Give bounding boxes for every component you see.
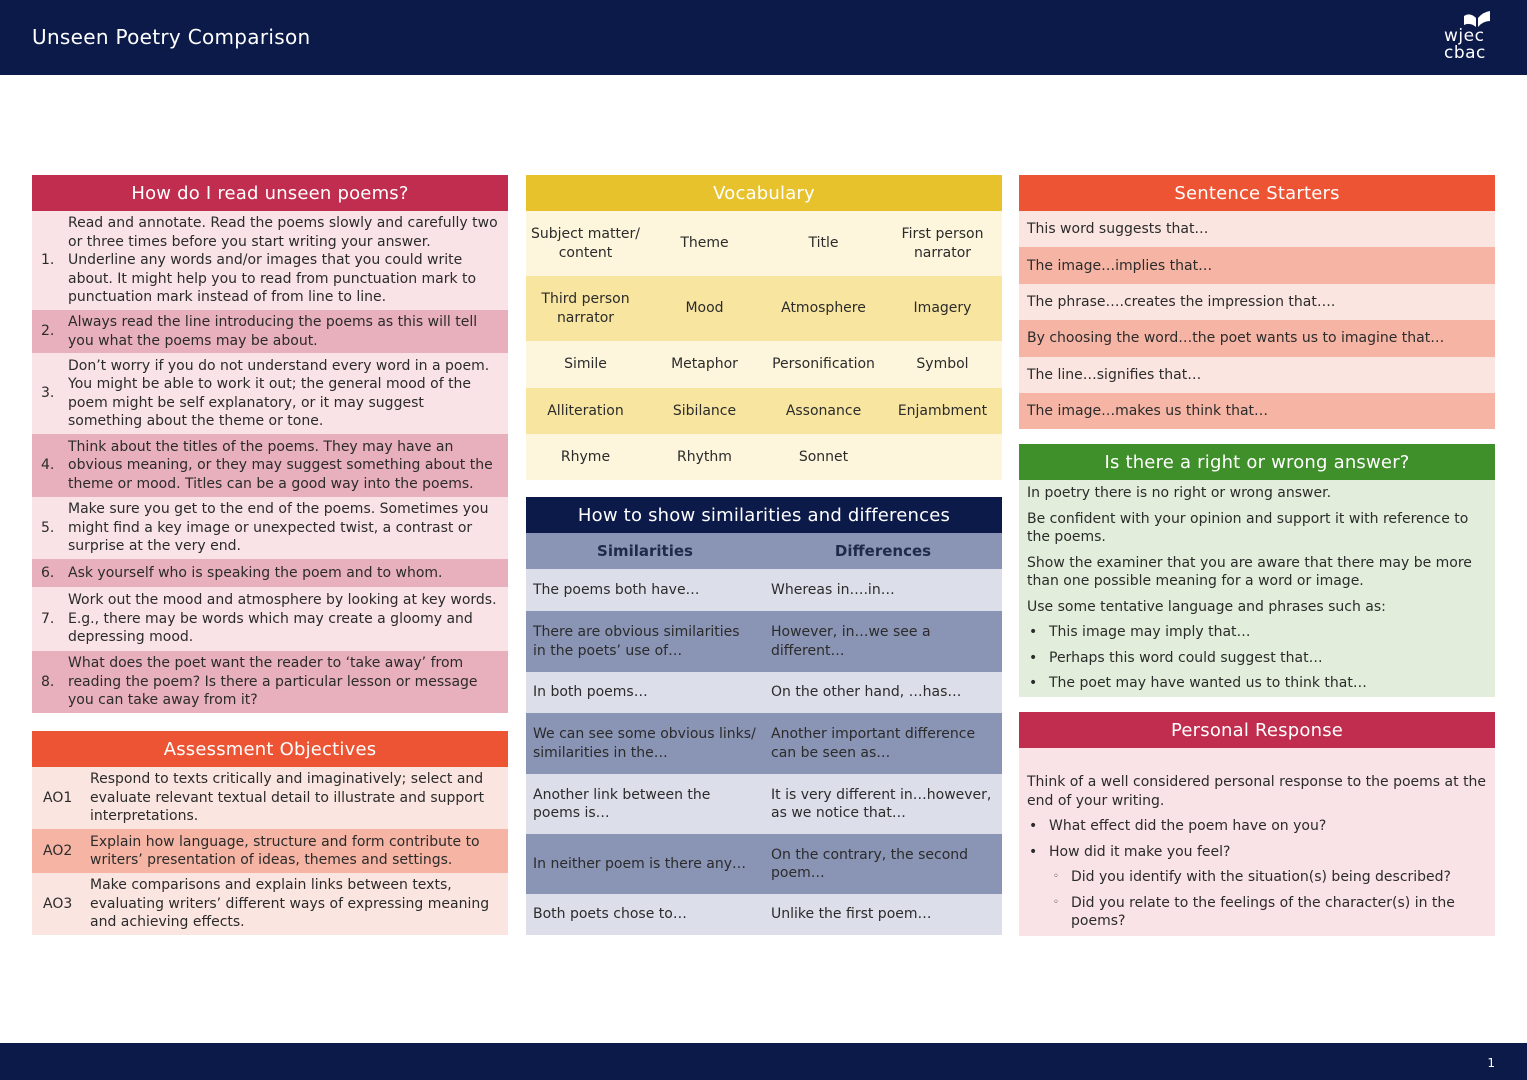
vocab-term: Assonance <box>785 402 862 419</box>
ao-panel <box>32 731 508 935</box>
sim-row <box>526 672 1002 713</box>
bullet-icon: • <box>1029 843 1038 860</box>
pr-sub-bullet-text: Did you relate to the feelings of the character(s) in the poems? <box>1071 894 1455 929</box>
read-item-number: 6. <box>41 564 55 581</box>
vocab-term: First person narrator <box>901 226 984 261</box>
vocab-term: Title <box>808 235 839 252</box>
sub-bullet-icon: ◦ <box>1053 896 1059 908</box>
read-item-text: Ask yourself who is speaking the poem and to whom. <box>68 564 443 581</box>
ao-item <box>32 873 508 935</box>
vocab-term: Third person narrator <box>541 291 630 326</box>
pr-sub-bullet <box>1027 894 1487 931</box>
vocab-term: Rhythm <box>677 448 732 465</box>
vocab-term: Subject matter/ content <box>530 226 641 261</box>
logo-text-wjec: wjec <box>1444 26 1485 46</box>
bullet-icon: • <box>1029 649 1038 666</box>
pr-body <box>1019 748 1495 931</box>
sim-difference: However, in…we see a different… <box>771 624 931 659</box>
sim-difference: It is very different in…however, as we notice that… <box>771 786 992 821</box>
read-item-text: Read and annotate. Read the poems slowly and carefully two or three times before you start writing your answer. Underline any words and/or images that you could write about. It might help you to read from punctuation mark to punctuation mark instead of from line to line. <box>68 215 498 306</box>
ao-text: Explain how language, structure and form contribute to writers’ presentation of ideas, themes and settings. <box>90 833 480 868</box>
read-item-number: 5. <box>41 519 55 536</box>
page-number: 1 <box>1487 1056 1495 1070</box>
pr-panel <box>1019 712 1495 936</box>
read-item <box>32 651 508 713</box>
vocab-row <box>526 341 1002 388</box>
starter-item: This word suggests that… <box>1019 211 1495 247</box>
vocab-term: Mood <box>685 300 724 317</box>
ao-text: Make comparisons and explain links between texts, evaluating writers’ different ways of expressing meaning and achieving effects. <box>90 877 490 931</box>
sim-row <box>526 894 1002 935</box>
pr-sub-bullet-text: Did you identify with the situation(s) being described? <box>1071 869 1451 885</box>
pr-bullet-text: What effect did the poem have on you? <box>1049 818 1327 834</box>
sim-similarity: Both poets chose to… <box>533 906 687 923</box>
sim-similarity: We can see some obvious links/ similarities in the… <box>533 726 756 761</box>
vocab-panel <box>526 175 1002 480</box>
starters-panel-title: Sentence Starters <box>1019 175 1495 211</box>
page-footer <box>0 1043 1527 1080</box>
sim-difference: On the contrary, the second poem… <box>771 846 969 881</box>
read-item-number: 7. <box>41 610 55 627</box>
pr-bullet <box>1027 843 1487 862</box>
sim-difference: Whereas in….in… <box>771 581 895 598</box>
read-item <box>32 353 508 434</box>
sim-row <box>526 834 1002 894</box>
wjec-logo <box>1440 10 1498 66</box>
read-item <box>32 211 508 310</box>
rw-bullet-text: This image may imply that… <box>1049 624 1251 640</box>
page-header <box>0 0 1527 75</box>
sim-row <box>526 611 1002 672</box>
vocab-term: Metaphor <box>671 356 738 373</box>
read-item <box>32 310 508 353</box>
pr-panel-title: Personal Response <box>1019 712 1495 748</box>
read-item-number: 8. <box>41 673 55 690</box>
rw-body <box>1019 480 1495 693</box>
sim-col-differences: Differences <box>834 542 932 560</box>
pr-bullet <box>1027 817 1487 836</box>
pr-intro: Think of a well considered personal response to the poems at the end of your writing. <box>1027 774 1487 809</box>
read-item-number: 1. <box>41 252 55 269</box>
sim-difference: On the other hand, …has… <box>771 684 962 701</box>
starter-item: The phrase….creates the impression that…. <box>1019 284 1495 320</box>
sim-similarity: The poems both have… <box>533 581 700 598</box>
logo-text-cbac: cbac <box>1444 43 1486 63</box>
vocab-term: Sibilance <box>672 402 737 419</box>
read-item-number: 4. <box>41 457 55 474</box>
bullet-icon: • <box>1029 624 1038 640</box>
page-title: Unseen Poetry Comparison <box>32 25 311 49</box>
rw-paragraph: Show the examiner that you are aware that there may be more than one possible meaning for a word or image. <box>1027 554 1472 589</box>
sim-col-similarities: Similarities <box>597 542 693 560</box>
sub-bullet-icon: ◦ <box>1053 871 1059 882</box>
read-item-number: 3. <box>41 385 55 402</box>
ao-code: AO3 <box>43 895 73 912</box>
ao-item <box>32 767 508 829</box>
rw-bullet <box>1027 649 1487 668</box>
read-item <box>32 434 508 497</box>
sim-difference: Unlike the first poem… <box>771 906 932 923</box>
ao-item <box>32 829 508 873</box>
read-item-text: Make sure you get to the end of the poems. Sometimes you might find a key image or unexpected twist, a contrast or surprise at the very end. <box>68 501 489 555</box>
starter-item: The image…makes us think that… <box>1019 393 1495 429</box>
starter-item: The line…signifies that… <box>1019 357 1495 393</box>
read-item <box>32 587 508 651</box>
sim-similarity: Another link between the poems is… <box>533 786 711 821</box>
sim-similarity: In neither poem is there any… <box>533 855 747 872</box>
sim-header-row <box>526 533 1002 569</box>
vocab-row <box>526 211 1002 276</box>
sim-difference: Another important difference can be seen as… <box>771 726 976 761</box>
rw-panel <box>1019 444 1495 697</box>
ao-code: AO1 <box>43 789 73 806</box>
read-item <box>32 559 508 587</box>
sim-row <box>526 713 1002 774</box>
sim-row <box>526 774 1002 834</box>
ao-code: AO2 <box>43 842 73 859</box>
rw-bullet-text: The poet may have wanted us to think that… <box>1049 675 1367 691</box>
sim-similarity: In both poems… <box>533 684 648 701</box>
bullet-icon: • <box>1029 818 1038 834</box>
sim-panel-title: How to show similarities and differences <box>526 497 1002 533</box>
vocab-term: Simile <box>564 356 607 373</box>
sim-similarity: There are obvious similarities in the poets’ use of… <box>533 624 740 659</box>
read-item-text: Work out the mood and atmosphere by looking at key words. E.g., there may be words which may create a gloomy and depressing mood. <box>68 592 497 646</box>
vocab-row <box>526 388 1002 434</box>
vocab-term: Enjambment <box>897 402 988 419</box>
read-item-number: 2. <box>41 323 55 340</box>
vocab-row <box>526 276 1002 341</box>
ao-text: Respond to texts critically and imaginatively; select and evaluate relevant textual detail to illustrate and support interpretations. <box>90 771 485 825</box>
rw-bullet-text: Perhaps this word could suggest that… <box>1049 649 1323 666</box>
rw-paragraph: Use some tentative language and phrases such as: <box>1027 598 1386 615</box>
read-panel-title: How do I read unseen poems? <box>32 175 508 211</box>
starters-panel <box>1019 175 1495 429</box>
rw-paragraph: Be confident with your opinion and support it with reference to the poems. <box>1027 510 1469 545</box>
pr-sub-bullet <box>1027 868 1487 887</box>
read-item <box>32 497 508 559</box>
pr-bullet-text: How did it make you feel? <box>1049 843 1231 860</box>
read-item-text: Don’t worry if you do not understand every word in a poem. You might be able to work it out; the general mood of the poem might be self explanatory, or it may suggest something about the theme or tone. <box>68 357 490 429</box>
read-panel <box>32 175 508 713</box>
vocab-row <box>526 434 1002 480</box>
starter-item: The image…implies that… <box>1019 247 1495 283</box>
vocab-term: Theme <box>680 235 729 252</box>
vocab-term: Symbol <box>916 356 969 373</box>
vocab-term: Imagery <box>913 300 972 317</box>
sim-panel <box>526 497 1002 935</box>
sim-row <box>526 569 1002 611</box>
rw-paragraph: In poetry there is no right or wrong answer. <box>1027 485 1332 501</box>
starter-item: By choosing the word…the poet wants us to imagine that… <box>1019 320 1495 356</box>
ao-panel-title: Assessment Objectives <box>32 731 508 767</box>
bullet-icon: • <box>1029 675 1038 691</box>
read-item-text: What does the poet want the reader to ‘take away’ from reading the poem? Is there a particular lesson or message you can take away from it? <box>68 655 478 709</box>
vocab-panel-title: Vocabulary <box>526 175 1002 211</box>
vocab-term: Personification <box>772 356 875 373</box>
vocab-term: Alliteration <box>547 402 624 419</box>
vocab-term: Sonnet <box>798 448 849 465</box>
vocab-term: Atmosphere <box>781 300 866 317</box>
rw-bullet <box>1027 674 1487 693</box>
read-item-text: Always read the line introducing the poems as this will tell you what the poems may be about. <box>68 314 478 349</box>
read-item-text: Think about the titles of the poems. They may have an obvious meaning, or they may suggest something about the theme or mood. Titles can be a good way into the poems. <box>68 438 493 492</box>
vocab-term: Rhyme <box>560 448 611 465</box>
rw-bullet <box>1027 623 1487 642</box>
rw-panel-title: Is there a right or wrong answer? <box>1019 444 1495 480</box>
